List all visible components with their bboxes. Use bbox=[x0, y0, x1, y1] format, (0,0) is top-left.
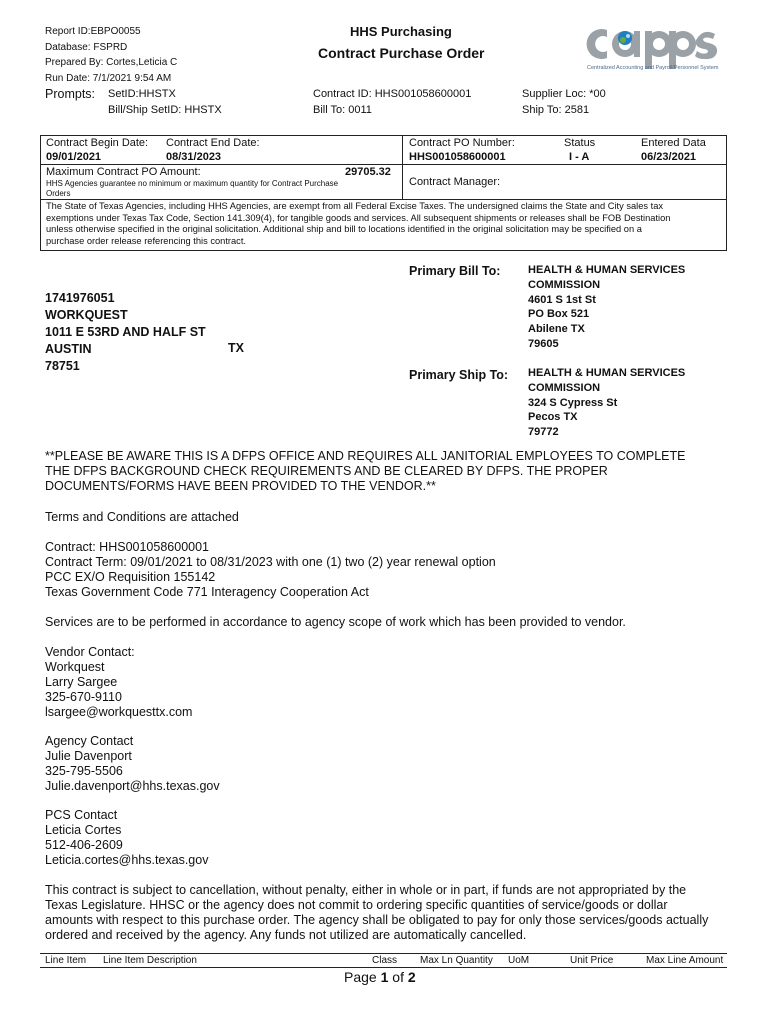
services-text: Services are to be performed in accordance to agency scope of work which has been provided to vendor. bbox=[45, 615, 626, 629]
terms-text: Terms and Conditions are attached bbox=[45, 510, 239, 524]
cancellation-text: This contract is subject to cancellation, without penalty, either in whole or in part, if funds are not appropriated by the Texas Legislature. HHSC or the agency does not commit to ordering specific quantities of service/goods or dollar amounts with respect to this purchase order. The agency shall be obligated to pay for only those services/goods actually ordered and received by the agency. Any funds not utilized are automatically cancelled. bbox=[45, 883, 709, 942]
document-title: HHS Purchasing bbox=[350, 24, 452, 39]
table-top-rule bbox=[40, 953, 727, 954]
prompts-label: Prompts: bbox=[45, 87, 96, 101]
col-line-item: Line Item bbox=[45, 955, 87, 966]
database: Database: FSPRD bbox=[45, 42, 128, 53]
vendor-street: 1011 E 53RD AND HALF ST bbox=[45, 325, 206, 339]
supplier-loc: Supplier Loc: *00 bbox=[522, 88, 606, 100]
max-amount: 29705.32 bbox=[345, 166, 391, 178]
vendor-address bbox=[45, 290, 206, 375]
begin-date-label: Contract Begin Date: bbox=[46, 137, 149, 149]
vendor-id: 1741976051 bbox=[45, 291, 115, 305]
page-number: Page 1 of 2 bbox=[344, 969, 416, 985]
po-number-label: Contract PO Number: bbox=[409, 137, 515, 149]
bill-ship-setid: Bill/Ship SetID: HHSTX bbox=[108, 104, 222, 116]
col-uom: UoM bbox=[508, 955, 530, 966]
report-id: Report ID:EBPO0055 bbox=[45, 26, 141, 37]
contract-id: Contract ID: HHS001058600001 bbox=[313, 88, 472, 100]
logo-tagline: Centralized Accounting and Payroll/Personnel System bbox=[587, 65, 719, 71]
vendor-state: TX bbox=[228, 341, 244, 355]
status-label: Status bbox=[564, 137, 596, 149]
contract-manager-label: Contract Manager: bbox=[409, 176, 501, 188]
ship-to-address: HEALTH & HUMAN SERVICES COMMISSION 324 S Cypress St Pecos TX 79772 bbox=[528, 367, 686, 439]
vendor-zip: 78751 bbox=[45, 359, 80, 373]
run-date: Run Date: 7/1/2021 9:54 AM bbox=[45, 73, 172, 84]
col-max-line-amount: Max Line Amount bbox=[646, 955, 724, 966]
bill-to-address: HEALTH & HUMAN SERVICES COMMISSION 4601 S 1st St PO Box 521 Abilene TX 79605 bbox=[528, 264, 686, 350]
contract-info: Contract: HHS001058600001 Contract Term: 09/01/2021 to 08/31/2023 with one (1) two (2) year renewal option PCC EX/O Requisition 155142 Texas Government Code 771 Interagency Cooperation Act bbox=[45, 540, 496, 599]
vendor-name: WORKQUEST bbox=[45, 308, 128, 322]
dfps-notice: **PLEASE BE AWARE THIS IS A DFPS OFFICE AND REQUIRES ALL JANITORIAL EMPLOYEES TO COMPLETE THE DFPS BACKGROUND CHECK REQUIREMENTS AND BE CLEARED BY DFPS. THE PROPER DOCUMENTS/FORMS HAVE BEEN PROVIDED TO THE VENDOR.** bbox=[45, 449, 686, 493]
col-max-qty: Max Ln Quantity bbox=[420, 955, 493, 966]
bill-to-code: Bill To: 0011 bbox=[313, 104, 372, 116]
guarantee-line-2: Orders bbox=[46, 189, 71, 198]
primary-bill-to-label: Primary Bill To: bbox=[409, 264, 501, 278]
vendor-city: AUSTIN bbox=[45, 342, 92, 356]
pcs-contact: PCS Contact Leticia Cortes 512-406-2609 Leticia.cortes@hhs.texas.gov bbox=[45, 808, 209, 867]
prepared-by: Prepared By: Cortes,Leticia C bbox=[45, 57, 178, 68]
vendor-contact: Vendor Contact: Workquest Larry Sargee 325-670-9110 lsargee@workquesttx.com bbox=[45, 645, 193, 719]
tax-exemption-text: The State of Texas Agencies, including HHS Agencies, are exempt from all Federal Excise Taxes. The undersigned claims the State and City sales tax exemptions under Texas Tax Code, Section 141.309(4), for tangible goods and services. All subsequent shipments or releases shall be FOB Destination unless otherwise specified in the original solicitation. Additional ship and bill to locations identified in the original solicitation may be specified on a purchase order release referencing this contract. bbox=[46, 201, 671, 246]
col-unit-price: Unit Price bbox=[570, 955, 614, 966]
col-description: Line Item Description bbox=[103, 955, 197, 966]
guarantee-line-1: HHS Agencies guarantee no minimum or maximum quantity for Contract Purchase bbox=[46, 179, 339, 188]
entered-label: Entered Data bbox=[641, 137, 706, 149]
max-amount-label: Maximum Contract PO Amount: bbox=[46, 166, 201, 178]
entered-date: 06/23/2021 bbox=[641, 151, 697, 163]
table-bottom-rule bbox=[40, 967, 727, 968]
col-class: Class bbox=[372, 955, 398, 966]
end-date: 08/31/2023 bbox=[166, 151, 222, 163]
ship-to-code: Ship To: 2581 bbox=[522, 104, 590, 116]
end-date-label: Contract End Date: bbox=[166, 137, 260, 149]
status-value: I - A bbox=[569, 151, 590, 163]
po-number: HHS001058600001 bbox=[409, 151, 506, 163]
agency-contact: Agency Contact Julie Davenport 325-795-5506 Julie.davenport@hhs.texas.gov bbox=[45, 734, 220, 793]
begin-date: 09/01/2021 bbox=[46, 151, 102, 163]
setid: SetID:HHSTX bbox=[108, 88, 176, 100]
document-subtitle: Contract Purchase Order bbox=[318, 45, 485, 61]
primary-ship-to-label: Primary Ship To: bbox=[409, 368, 509, 382]
